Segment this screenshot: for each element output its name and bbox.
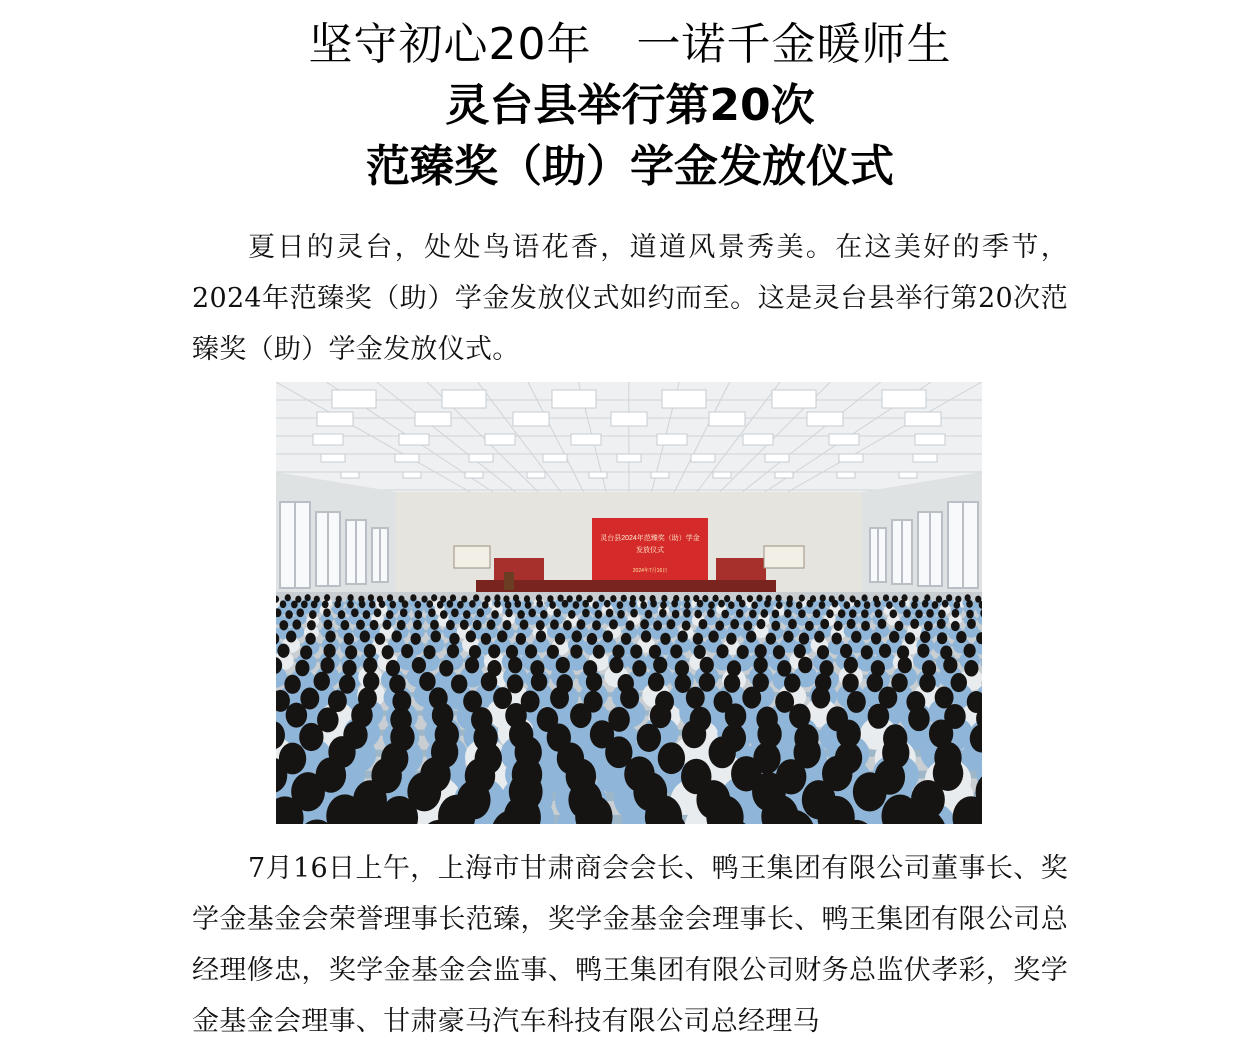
title-line-3: 范臻奖（助）学金发放仪式 [0, 136, 1260, 197]
ceremony-photo-illustration [276, 382, 982, 824]
paragraph-detail: 7月16日上午，上海市甘肃商会会长、鸭王集团有限公司董事长、奖学金基金会荣誉理事长范臻，奖学金基金会理事长、鸭王集团有限公司总经理修忠，奖学金基金会监事、鸭王集团有限公司财务总监伏孝彩，奖学金基金会理事、甘肃豪马汽车科技有限公司总经理马 [192, 843, 1068, 1047]
title-line-1: 坚守初心20年 一诺千金暖师生 [0, 14, 1260, 75]
banner-line-1: 灵台县2024年范臻奖（助）学金 [600, 533, 700, 542]
paragraph-intro: 夏日的灵台，处处鸟语花香，道道风景秀美。在这美好的季节，2024年范臻奖（助）学金发放仪式如约而至。这是灵台县举行第20次范臻奖（助）学金发放仪式。 [192, 222, 1068, 375]
ceremony-photo [276, 382, 982, 824]
podium [504, 572, 514, 590]
stage-banner [592, 518, 708, 580]
article-title [0, 14, 1260, 197]
banner-line-2: 发放仪式 [636, 545, 664, 554]
audience-crowd [276, 594, 982, 824]
title-line-2: 灵台县举行第20次 [0, 75, 1260, 136]
banner-date: 2024年7月16日 [633, 567, 667, 574]
